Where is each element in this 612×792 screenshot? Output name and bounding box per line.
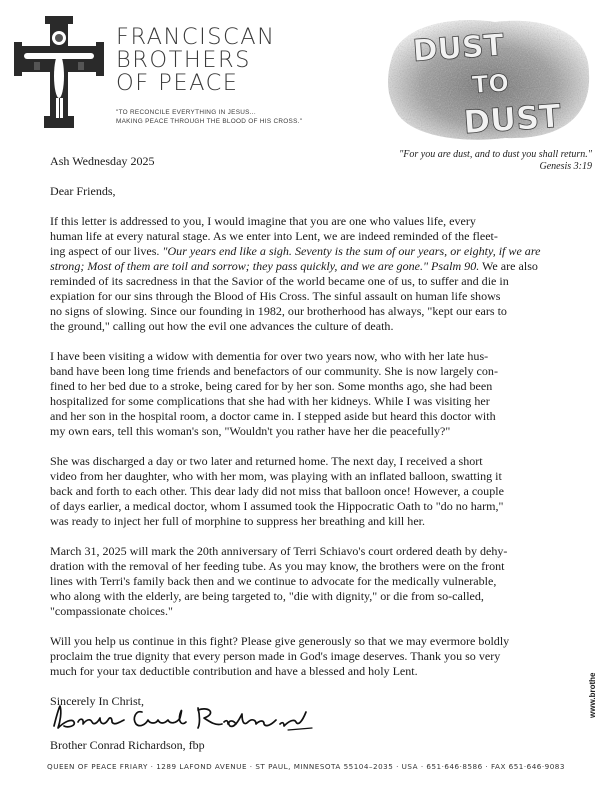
motto-line-1: "TO RECONCILE EVERYTHING IN JESUS... — [116, 109, 256, 116]
p2-line-6: my own ears, tell this woman's son, "Wouldn't you rather have her die peacefully?" — [50, 424, 451, 438]
psalm-quote-part-2: strong; Most of them are toil and sorrow; they pass quickly, and we are gone." Psalm 90. — [50, 259, 480, 273]
quote-citation: Genesis 3:19 — [539, 161, 592, 172]
side-url: www.brothe — [588, 672, 597, 718]
dust-to-dust-image — [385, 14, 595, 145]
p1-line-7: no signs of slowing. Since our founding in 1982, our brotherhood has always, "kept our ears to — [50, 304, 507, 318]
p1-line-2: human life at every natural stage. As we enter into Lent, we are indeed reminded of the fleet- — [50, 229, 498, 243]
paragraph-2 — [50, 349, 583, 439]
p2-line-3: fined to her bed due to a stroke, being cared for by her son. Some months ago, she had been — [50, 379, 493, 393]
letter-closing: Sincerely In Christ, — [50, 694, 145, 708]
p1-line-5: reminded of its sacredness in that the Savior of the world became one of us, to suffer and die in — [50, 274, 509, 288]
paragraph-1 — [50, 214, 583, 334]
p3-line-1: She was discharged a day or two later and returned home. The next day, I received a short — [50, 454, 483, 468]
p5-line-1: Will you help us continue in this fight? Please give generously so that we may evermore boldly — [50, 634, 510, 648]
signer-name: Brother Conrad Richardson, fbp — [50, 738, 205, 752]
paragraph-5 — [50, 634, 583, 679]
organization-motto — [116, 108, 302, 126]
p3-line-3: back and forth to each other. This dear lady did not miss that balloon once! However, a couple — [50, 484, 504, 498]
p2-line-4: hospitalized for some complications that she had with her kidneys. While I was visiting her — [50, 394, 490, 408]
p2-line-1: I have been visiting a widow with dementia for over two years now, who with her late hus- — [50, 349, 489, 363]
paragraph-3 — [50, 454, 583, 529]
p4-line-4: who along with the elderly, are being targeted to, "die with dignity," or die from so-called, — [50, 589, 484, 603]
letter-greeting: Dear Friends, — [50, 184, 116, 198]
dust-word-2: DUST — [462, 96, 563, 142]
p1-line-8: the ground," calling out how the evil one advances the culture of death. — [50, 319, 394, 333]
org-name-line-3: OF PEACE — [116, 70, 239, 96]
p5-line-2: proclaim the true dignity that every person made in God's image deserves. Thank you so very — [50, 649, 501, 663]
p3-line-2: video from her daughter, who with her mom, was playing with an inflated balloon, swatting it — [50, 469, 502, 483]
p1-line-4-text: We are also — [479, 259, 538, 273]
p1-line-3-text: ing aspect of our lives. — [50, 244, 163, 258]
p2-line-5: and her son in the hospital room, a doctor came in. I stepped aside but heard this doctor with — [50, 409, 496, 423]
dust-word-to: TO — [471, 68, 510, 100]
psalm-quote-part-1: "Our years end like a sigh. Seventy is the sum of our years, or eighty, if we are — [162, 244, 541, 258]
p1-line-3 — [50, 244, 583, 259]
p2-line-2: band have been long time friends and benefactors of our community. She is now largely con- — [50, 364, 498, 378]
organization-name — [116, 26, 275, 95]
letter-date: Ash Wednesday 2025 — [50, 154, 155, 168]
san-damiano-cross-logo — [14, 16, 104, 130]
org-name-line-1: FRANCISCAN — [116, 24, 276, 50]
paragraph-4 — [50, 544, 583, 619]
p4-line-2: dration with the removal of her feeding tube. As you may know, the brothers were on the front — [50, 559, 505, 573]
org-name-line-2: BROTHERS — [116, 47, 251, 73]
p3-line-5: was ready to inject her full of morphine to suppress her breathing and kill her. — [50, 514, 426, 528]
quote-text: "For you are dust, and to dust you shall return." — [399, 149, 592, 160]
p1-line-4 — [50, 259, 583, 274]
p1-line-6: expiation for our sins through the Blood of His Cross. The sinful assault on human life shows — [50, 289, 501, 303]
p1-line-1: If this letter is addressed to you, I would imagine that you are one who values life, every — [50, 214, 476, 228]
p4-line-3: lines with Terri's family back then and we continue to advocate for the medically vulnerable, — [50, 574, 497, 588]
motto-line-2: MAKING PEACE THROUGH THE BLOOD OF HIS CROSS." — [116, 118, 303, 125]
p4-line-5: "compassionate choices." — [50, 604, 173, 618]
p4-line-1: March 31, 2025 will mark the 20th anniversary of Terri Schiavo's court ordered death by dehy- — [50, 544, 508, 558]
p3-line-4: of days earlier, a medical doctor, whom I assumed took the Hippocratic Oath to "do no harm," — [50, 499, 504, 513]
handwritten-signature — [50, 700, 320, 734]
p5-line-3: much for your tax deductible contribution and have a blessed and holy Lent. — [50, 664, 418, 678]
footer-address: QUEEN OF PEACE FRIARY · 1289 LAFOND AVENUE · ST PAUL, MINNESOTA 55104–2035 · USA · 651·646·8586 · FAX 651·646·9083 — [47, 762, 565, 771]
dust-word-1: DUST — [411, 27, 506, 70]
letter-body — [50, 154, 583, 724]
